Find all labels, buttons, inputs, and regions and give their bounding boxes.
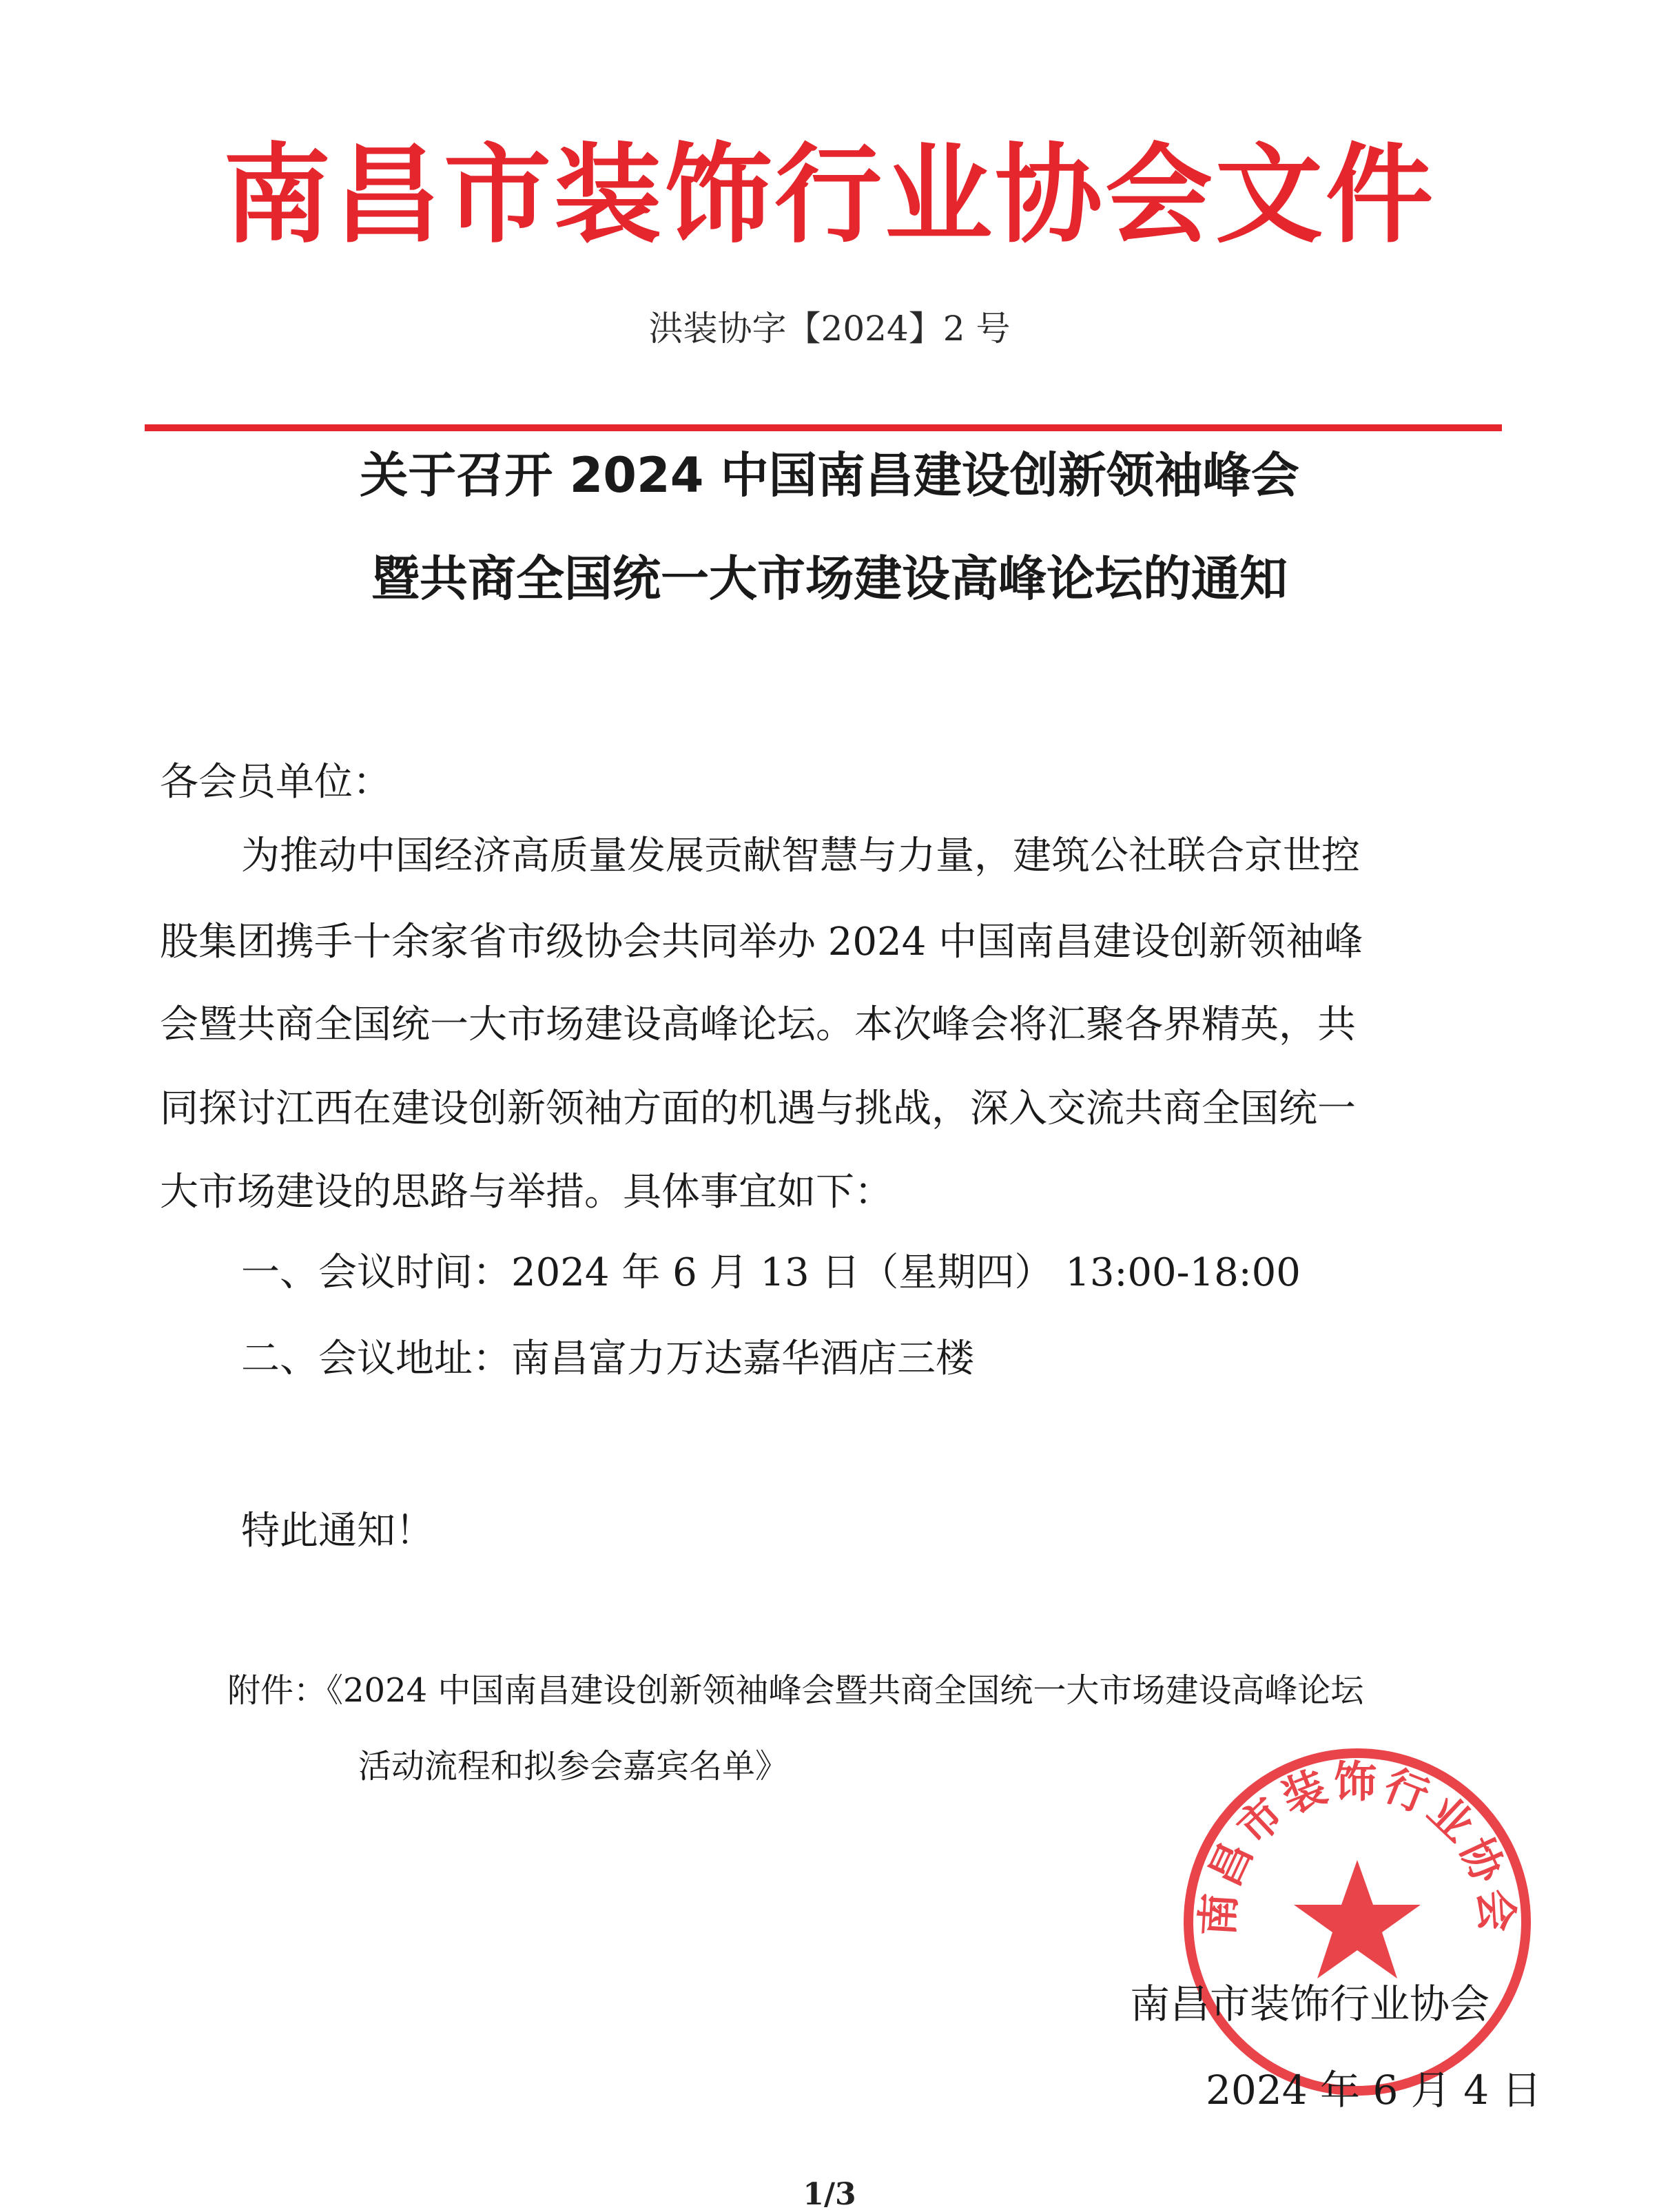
signing-organization: 南昌市装饰行业协会 xyxy=(1130,1981,1490,2027)
paragraph-line: 同探讨江西在建设创新领袖方面的机遇与挑战，深入交流共商全国统一 xyxy=(160,1086,1356,1131)
closing-line: 特此通知！ xyxy=(241,1509,434,1553)
seal-text: 南昌市装饰行业协会 xyxy=(1192,1757,1523,1938)
meeting-address: 二、会议地址：南昌富力万达嘉华酒店三楼 xyxy=(241,1336,974,1381)
salutation: 各会员单位： xyxy=(160,760,391,805)
attachment-line-1: 附件：《2024 中国南昌建设创新领袖峰会暨共商全国统一大市场建设高峰论坛 xyxy=(227,1671,1364,1710)
notice-title-line-2: 暨共商全国统一大市场建设高峰论坛的通知 xyxy=(371,550,1288,607)
paragraph-line: 为推动中国经济高质量发展贡献智慧与力量，建筑公社联合京世控 xyxy=(241,834,1360,878)
meeting-time: 一、会议时间：2024 年 6 月 13 日（星期四） 13:00-18:00 xyxy=(241,1250,1301,1295)
paragraph-line: 股集团携手十余家省市级协会共同举办 2024 中国南昌建设创新领袖峰 xyxy=(160,920,1363,964)
seal-star-icon xyxy=(1294,1860,1421,1978)
signing-date: 2024 年 6 月 4 日 xyxy=(1206,2067,1542,2113)
attachment-line-2: 活动流程和拟参会嘉宾名单》 xyxy=(358,1747,789,1786)
official-seal xyxy=(1178,1743,1536,2101)
paragraph-line: 会暨共商全国统一大市场建设高峰论坛。本次峰会将汇聚各界精英，共 xyxy=(160,1002,1356,1047)
page-number: 1/3 xyxy=(803,2177,856,2212)
document-header-title: 南昌市装饰行业协会文件 xyxy=(223,132,1436,258)
document-number: 洪装协字【2024】2 号 xyxy=(648,309,1011,349)
paragraph-line: 大市场建设的思路与举措。具体事宜如下： xyxy=(160,1170,893,1214)
header-divider xyxy=(145,424,1502,431)
notice-title-line-1: 关于召开 2024 中国南昌建设创新领袖峰会 xyxy=(360,447,1299,504)
